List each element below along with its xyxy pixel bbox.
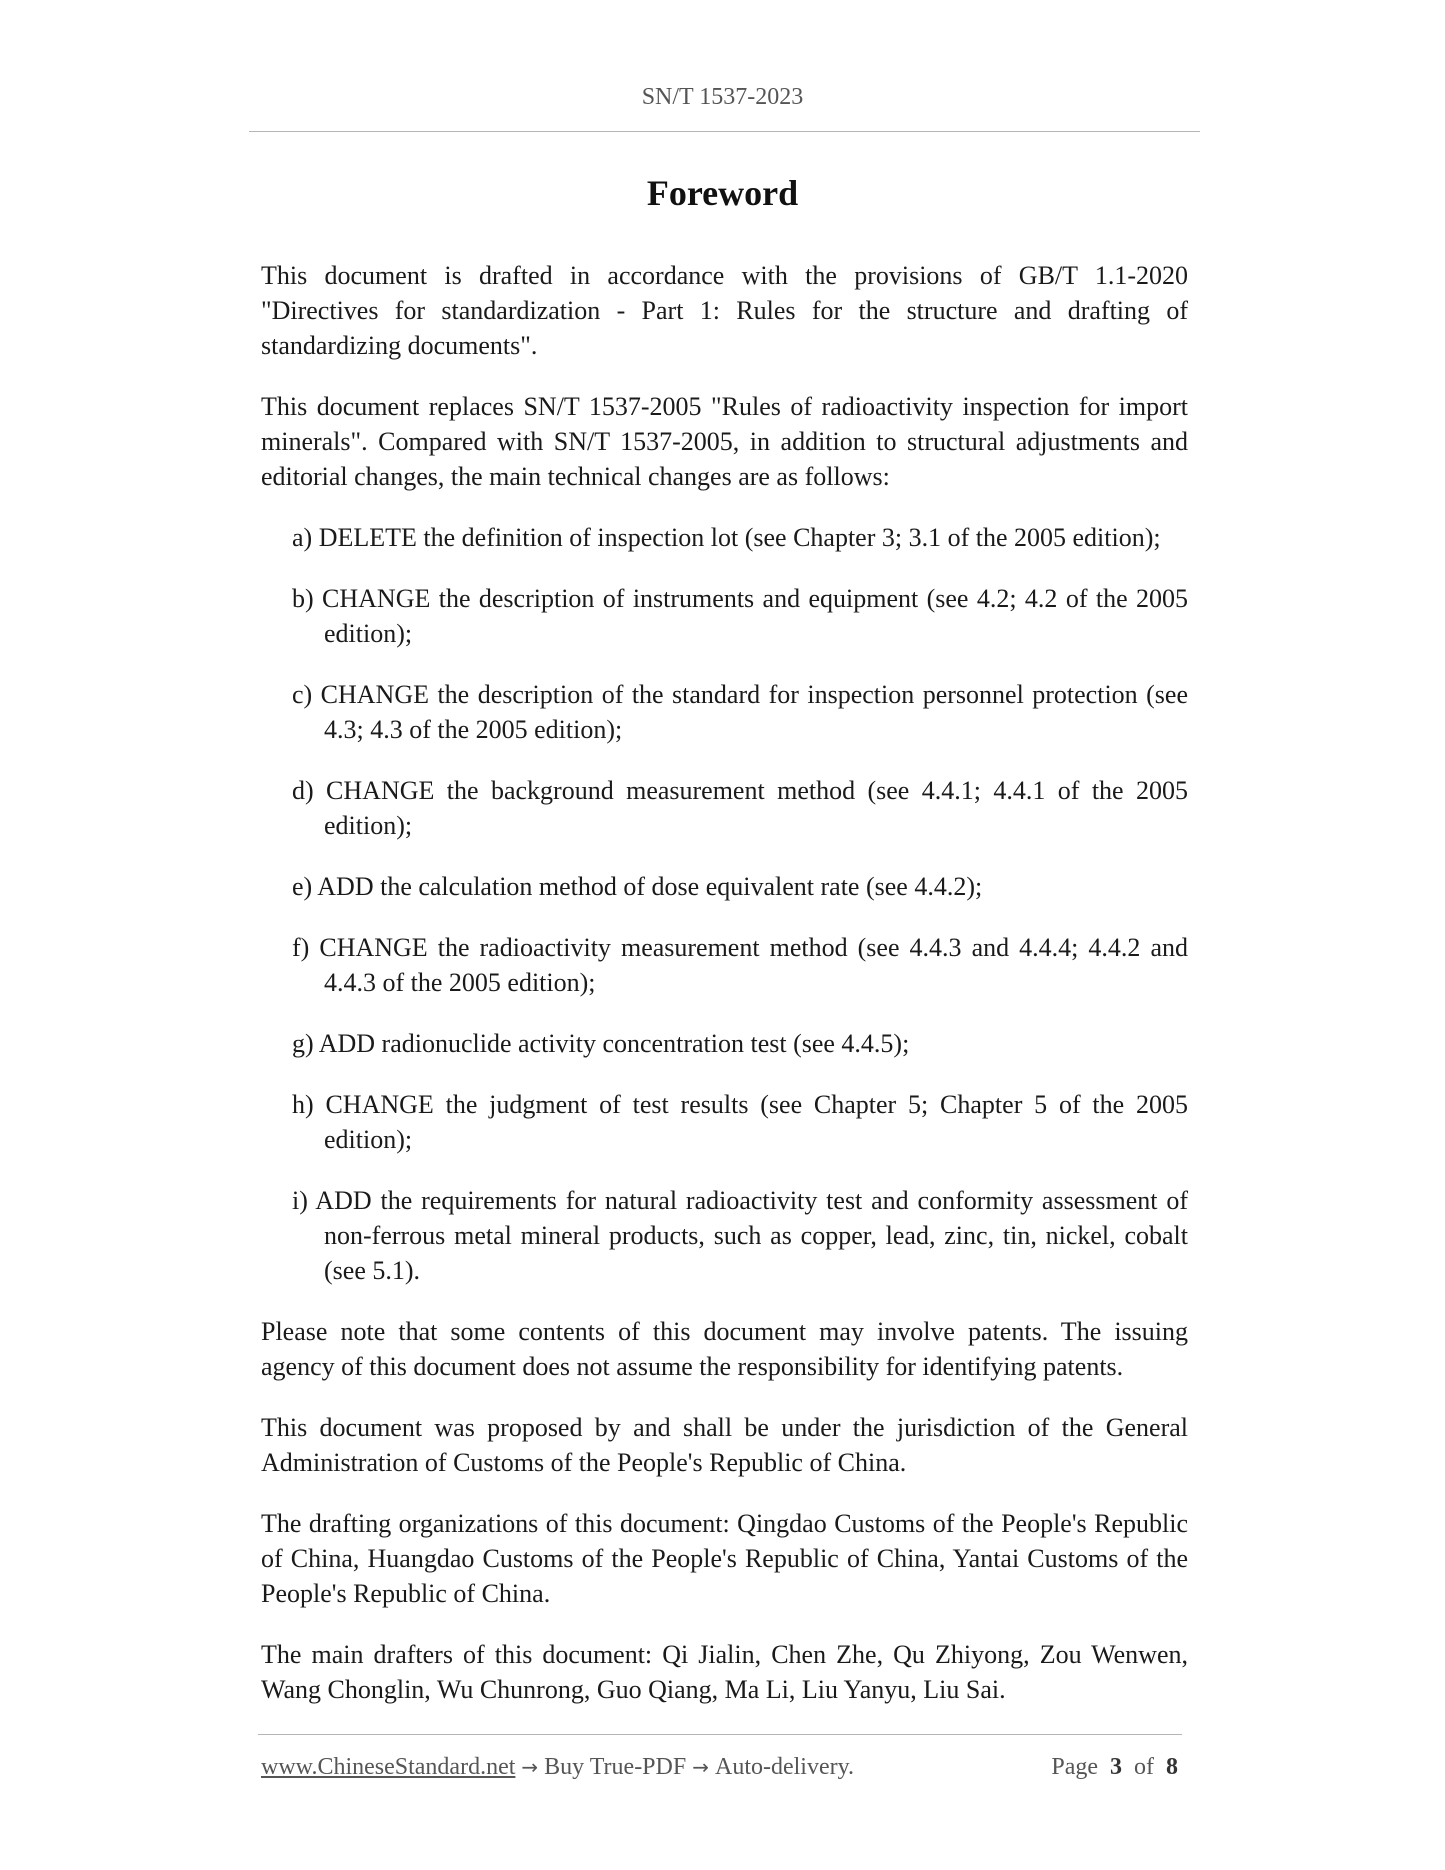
page-label: Page: [1051, 1754, 1098, 1780]
change-item-g: g) ADD radionuclide activity concentration test (see 4.4.5);: [292, 1029, 910, 1058]
change-item-f: f) CHANGE the radioactivity measurement method (see 4.4.3 and 4.4.4; 4.4.2 and 4.4.3 of the 2005 edition);: [292, 933, 1188, 997]
header-divider: [249, 131, 1200, 132]
auto-delivery-text: Auto-delivery.: [714, 1754, 855, 1780]
of-label: of: [1134, 1754, 1154, 1780]
page-header: SN/T 1537-2023: [641, 84, 804, 110]
page-title: Foreword: [646, 173, 799, 213]
change-item-b: b) CHANGE the description of instruments and equipment (see 4.2; 4.2 of the 2005 edition);: [292, 584, 1188, 648]
footer-purchase-info: [261, 1754, 854, 1781]
change-item-a: a) DELETE the definition of inspection lot (see Chapter 3; 3.1 of the 2005 edition);: [292, 523, 1161, 552]
main-drafters-paragraph: The main drafters of this document: Qi Jialin, Chen Zhe, Qu Zhiyong, Zou Wenwen, Wang Chonglin, Wu Chunrong, Guo Qiang, Ma Li, Liu Yanyu, Liu Sai.: [261, 1640, 1188, 1704]
buy-pdf-text: Buy True-PDF: [544, 1754, 687, 1780]
right-arrow-icon: →: [521, 1755, 539, 1779]
drafting-organizations-paragraph: The drafting organizations of this document: Qingdao Customs of the People's Republic of China, Huangdao Customs of the People's Republic of China, Yantai Customs of the People's Republic of China.: [261, 1509, 1188, 1608]
page-total: 8: [1166, 1754, 1178, 1780]
change-item-h: h) CHANGE the judgment of test results (see Chapter 5; Chapter 5 of the 2005 edition);: [292, 1090, 1188, 1154]
footer-divider: [258, 1734, 1182, 1735]
change-item-c: c) CHANGE the description of the standard for inspection personnel protection (see 4.3; 4.3 of the 2005 edition);: [292, 680, 1188, 744]
patent-notice-paragraph: Please note that some contents of this document may involve patents. The issuing agency of this document does not assume the responsibility for identifying patents.: [261, 1317, 1188, 1381]
website-link[interactable]: www.ChineseStandard.net: [261, 1754, 516, 1780]
right-arrow-icon: →: [692, 1755, 709, 1779]
page-current: 3: [1110, 1754, 1122, 1780]
change-item-e: e) ADD the calculation method of dose equivalent rate (see 4.4.2);: [292, 872, 983, 901]
change-item-i: i) ADD the requirements for natural radioactivity test and conformity assessment of non-ferrous metal mineral products, such as copper, lead, zinc, tin, nickel, cobalt (see 5.1).: [292, 1186, 1188, 1285]
technical-changes-list: [261, 520, 1188, 1288]
jurisdiction-paragraph: This document was proposed by and shall be under the jurisdiction of the General Administration of Customs of the People's Republic of China.: [261, 1413, 1188, 1477]
document-body: [261, 258, 1188, 1733]
page-number: [1051, 1754, 1178, 1781]
intro-paragraph-drafting-rules: This document is drafted in accordance with the provisions of GB/T 1.1-2020 "Directives for standardization - Part 1: Rules for the structure and drafting of standardizing documents".: [261, 261, 1188, 360]
intro-paragraph-replacement: This document replaces SN/T 1537-2005 "Rules of radioactivity inspection for import minerals". Compared with SN/T 1537-2005, in addition to structural adjustments and editorial changes, the main technical changes are as follows:: [261, 392, 1188, 491]
change-item-d: d) CHANGE the background measurement method (see 4.4.1; 4.4.1 of the 2005 edition);: [292, 776, 1188, 840]
